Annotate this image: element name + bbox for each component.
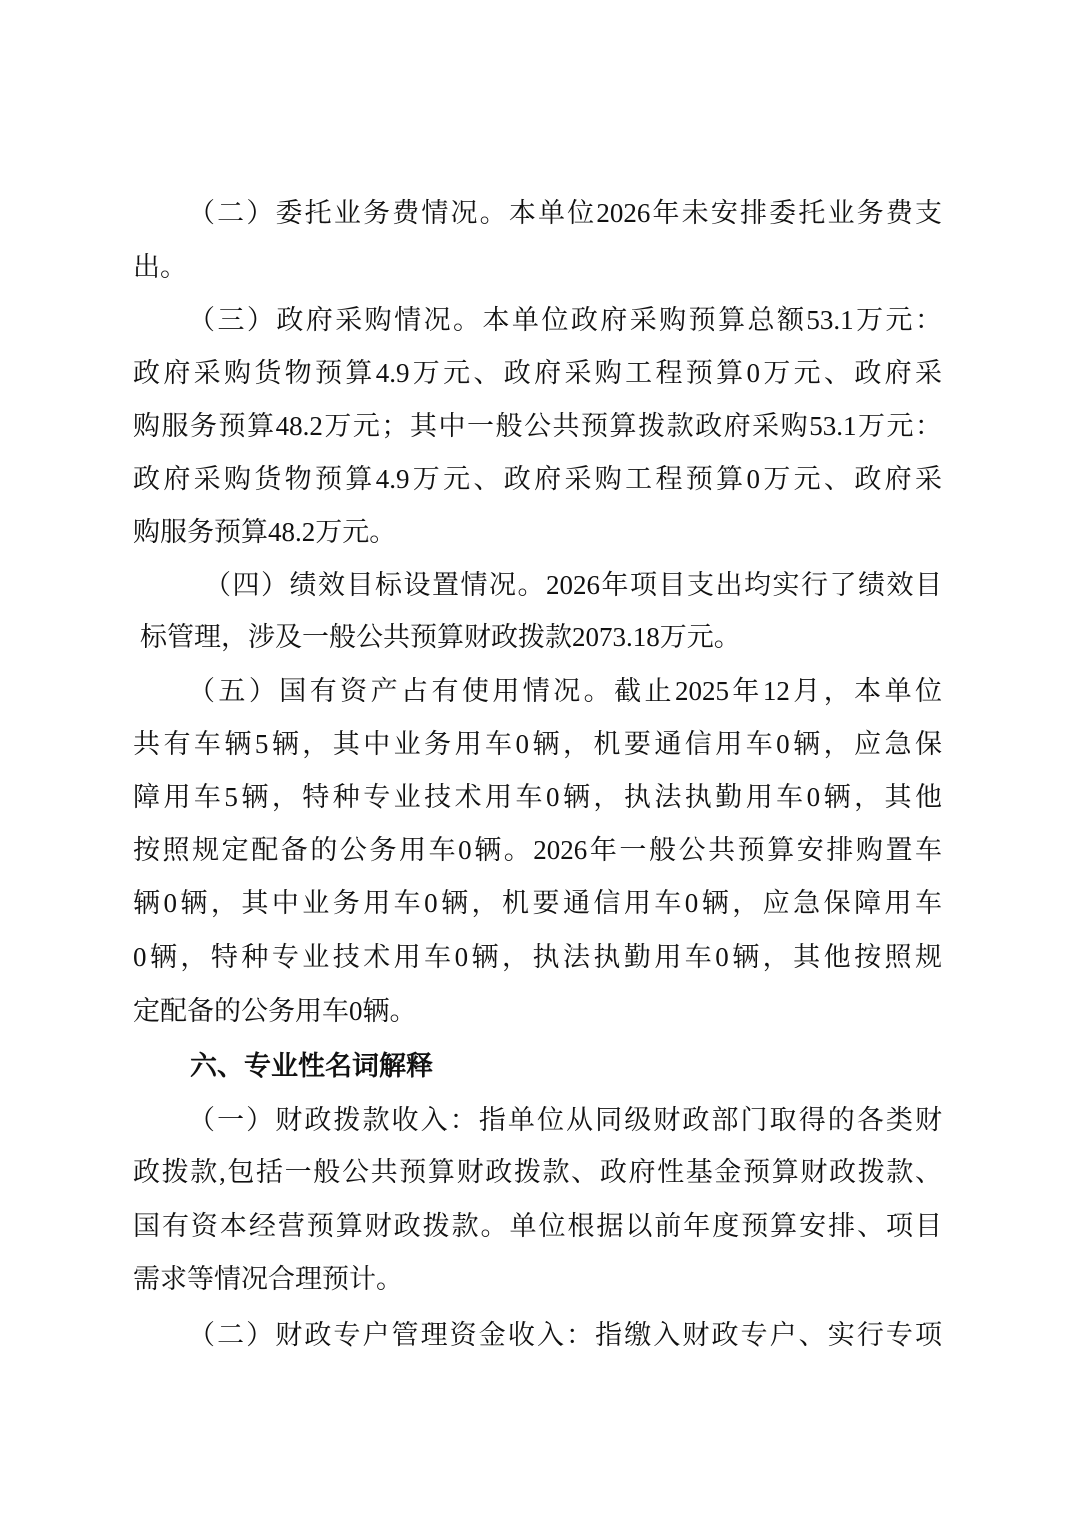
paragraph-line-state-assets (133, 886, 942, 920)
paragraph-text: 政府采购货物预算4.9万元、政府采购工程预算0万元、政府采 (133, 464, 942, 494)
paragraph-text: 政府采购货物预算4.9万元、政府采购工程预算0万元、政府采 (133, 358, 942, 388)
paragraph-line-state-assets (133, 994, 417, 1028)
paragraph-text: 辆0辆，其中业务用车0辆，机要通信用车0辆，应急保障用车 (133, 888, 942, 918)
paragraph-line-state-assets (133, 727, 942, 761)
paragraph-line-fiscal-appropriation (133, 1209, 942, 1243)
paragraph-text: 0辆，特种专业技术用车0辆，执法执勤用车0辆，其他按照规 (133, 942, 942, 972)
paragraph-line-gov-procurement (133, 409, 942, 443)
paragraph-line-gov-procurement (133, 515, 396, 549)
paragraph-text: 标管理，涉及一般公共预算财政拨款2073.18万元。 (140, 622, 741, 652)
paragraph-text: 指单位从同级财政部门取得的各类财 (478, 1105, 942, 1135)
paragraph-lead: （三）政府采购情况。 (188, 305, 483, 335)
paragraph-line-fiscal-appropriation (133, 1155, 942, 1189)
paragraph-line-performance-goals (204, 568, 942, 602)
paragraph-text: 国有资本经营预算财政拨款。单位根据以前年度预算安排、项目 (133, 1211, 942, 1241)
paragraph-line-gov-procurement (133, 356, 942, 390)
paragraph-text: 需求等情况合理预计。 (133, 1264, 403, 1294)
paragraph-text: 指缴入财政专户、实行专项 (595, 1320, 942, 1350)
paragraph-line-fiscal-appropriation (133, 1262, 403, 1296)
paragraph-text: 共有车辆5辆，其中业务用车0辆，机要通信用车0辆，应急保 (133, 729, 942, 759)
paragraph-text: 按照规定配备的公务用车0辆。2026年一般公共预算安排购置车 (133, 835, 942, 865)
paragraph-text: 定配备的公务用车0辆。 (133, 996, 417, 1026)
paragraph-lead: （五）国有资产占有使用情况。 (188, 676, 615, 706)
paragraph-text: 购服务预算48.2万元。 (133, 517, 397, 547)
paragraph-lead: （四）绩效目标设置情况。 (204, 570, 546, 600)
paragraph-line-state-assets (188, 674, 942, 708)
paragraph-line-state-assets (133, 780, 942, 814)
paragraph-line-delegated-fees (188, 196, 942, 230)
paragraph-line-gov-procurement (133, 462, 942, 496)
paragraph-text: 政拨款,包括一般公共预算财政拨款、政府性基金预算财政拨款、 (133, 1157, 942, 1187)
paragraph-lead: （二）财政专户管理资金收入： (188, 1320, 596, 1350)
paragraph-line-state-assets (133, 940, 942, 974)
paragraph-line-gov-procurement (188, 303, 942, 337)
paragraph-text: 截止2025年12月，本单位 (614, 676, 942, 706)
section-heading (190, 1049, 433, 1084)
paragraph-line-performance-goals (140, 620, 741, 654)
paragraph-line-fiscal-appropriation (188, 1103, 942, 1137)
paragraph-text: 本单位政府采购预算总额53.1万元： (482, 305, 942, 335)
paragraph-lead: （二）委托业务费情况。 (188, 198, 509, 228)
paragraph-line-special-account-funds (188, 1318, 942, 1352)
paragraph-text: 2026年项目支出均实行了绩效目 (546, 570, 942, 600)
paragraph-line-delegated-fees (133, 250, 187, 284)
paragraph-lead: （一）财政拨款收入： (188, 1105, 479, 1135)
section-heading-text: 六、专业性名词解释 (190, 1051, 433, 1082)
paragraph-text: 本单位2026年未安排委托业务费支 (508, 198, 942, 228)
paragraph-text: 出。 (133, 252, 187, 282)
paragraph-line-state-assets (133, 833, 942, 867)
paragraph-text: 购服务预算48.2万元；其中一般公共预算拨款政府采购53.1万元： (133, 411, 942, 441)
paragraph-text: 障用车5辆，特种专业技术用车0辆，执法执勤用车0辆，其他 (133, 782, 942, 812)
